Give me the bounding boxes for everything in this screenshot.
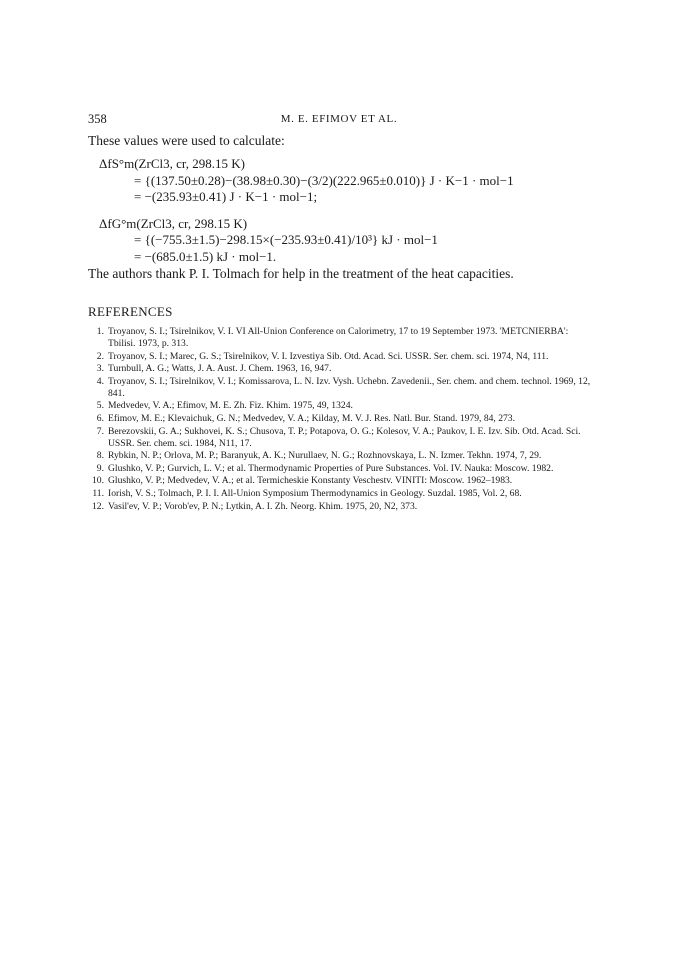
intro-text: These values were used to calculate: <box>88 133 285 148</box>
reference-item <box>88 413 593 425</box>
reference-item <box>88 326 593 350</box>
reference-text: Troyanov, S. I.; Tsirelnikov, V. I. VI All-Union Conference on Calorimetry, 17 to 19 September 1973. 'METCNIERBA': Tbilisi. 1973, p. 313. <box>108 326 569 349</box>
reference-text: Turnbull, A. G.; Watts, J. A. Aust. J. Chem. 1963, 16, 947. <box>108 363 332 375</box>
reference-text: Efimov, M. E.; Klevaichuk, G. N.; Medvedev, V. A.; Kilday, M. V. J. Res. Natl. Bur. Stand. 1979, 84, 273. <box>108 412 516 424</box>
reference-text: Troyanov, S. I.; Marec, G. S.; Tsirelnikov, V. I. Izvestiya Sib. Otd. Acad. Sci. USSR. Ser. chem. sci. 1974, N4, 111. <box>108 350 549 362</box>
reference-number: 7. <box>96 425 104 437</box>
reference-item <box>88 363 593 375</box>
reference-text: Iorish, V. S.; Tolmach, P. I. I. All-Union Symposium Thermodynamics in Geology. Suzdal. 1985, Vol. 2, 68. <box>108 487 522 499</box>
reference-text: Glushko, V. P.; Gurvich, L. V.; et al. Thermodynamic Properties of Pure Substances. Vol. IV. Nauka: Moscow. 1982. <box>108 462 554 474</box>
reference-number: 10. <box>92 475 104 487</box>
reference-item <box>88 400 593 412</box>
running-head: M. E. EFIMOV ET AL. <box>280 113 398 125</box>
reference-number: 9. <box>96 462 104 474</box>
reference-item <box>88 450 593 462</box>
reference-number: 12. <box>92 500 104 512</box>
reference-item <box>88 426 593 450</box>
reference-text: Berezovskii, G. A.; Sukhovei, K. S.; Chusova, T. P.; Potapova, O. G.; Kolesov, V. A.; Paukov, I. E. Izv. Sib. Otd. Acad. Sci. USSR. Ser. chem. sci. 1984, N11, 17. <box>108 425 581 449</box>
reference-number: 5. <box>96 400 104 412</box>
gibbs-equation <box>88 216 593 266</box>
reference-number: 6. <box>96 412 104 424</box>
entropy-line-1: = {(137.50±0.28)−(38.98±0.30)−(3/2)(222.965±0.010)} J · K−1 · mol−1 <box>134 172 514 188</box>
gibbs-label: ΔfG°m(ZrCl3, cr, 298.15 K) <box>99 215 248 231</box>
reference-text: Glushko, V. P.; Medvedev, V. A.; et al. Termicheskie Konstanty Veschestv. VINITI: Moscow. 1962–1983. <box>108 475 513 487</box>
gibbs-line-2: = −(685.0±1.5) kJ · mol−1. <box>134 248 277 264</box>
reference-item <box>88 488 593 500</box>
reference-number: 3. <box>96 363 104 375</box>
references-heading: REFERENCES <box>88 304 173 319</box>
reference-item <box>88 475 593 487</box>
reference-number: 1. <box>96 326 104 337</box>
page-header <box>88 112 590 130</box>
reference-number: 8. <box>96 450 104 462</box>
entropy-label: ΔfS°m(ZrCl3, cr, 298.15 K) <box>99 156 245 171</box>
page-number: 358 <box>88 112 107 126</box>
reference-number: 4. <box>96 375 104 387</box>
acknowledgement: The authors thank P. I. Tolmach for help in the treatment of the heat capacities. <box>88 266 514 281</box>
page-body <box>88 132 593 513</box>
reference-text: Troyanov, S. I.; Tsirelnikov, V. I.; Komissarova, L. N. Izv. Vysh. Uchebn. Zavedenii., Ser. chem. and chem. technol. 1969, 12, 841. <box>108 375 591 399</box>
reference-number: 11. <box>92 487 104 499</box>
reference-number: 2. <box>96 350 104 362</box>
reference-text: Medvedev, V. A.; Efimov, M. E. Zh. Fiz. Khim. 1975, 49, 1324. <box>108 400 353 412</box>
reference-text: Rybkin, N. P.; Orlova, M. P.; Baranyuk, A. K.; Nurullaev, N. G.; Rozhnovskaya, L. N. Izmer. Tekhn. 1974, 7, 29. <box>108 450 542 462</box>
reference-item <box>88 351 593 363</box>
reference-item <box>88 501 593 513</box>
reference-item <box>88 376 593 400</box>
reference-text: Vasil'ev, V. P.; Vorob'ev, P. N.; Lytkin, A. I. Zh. Neorg. Khim. 1975, 20, N2, 373. <box>108 500 418 512</box>
entropy-equation <box>88 156 593 206</box>
entropy-line-2: = −(235.93±0.41) J · K−1 · mol−1; <box>134 189 318 204</box>
gibbs-line-1: = {(−755.3±1.5)−298.15×(−235.93±0.41)/10³} kJ · mol−1 <box>134 232 438 247</box>
reference-item <box>88 463 593 475</box>
reference-list <box>88 326 593 513</box>
